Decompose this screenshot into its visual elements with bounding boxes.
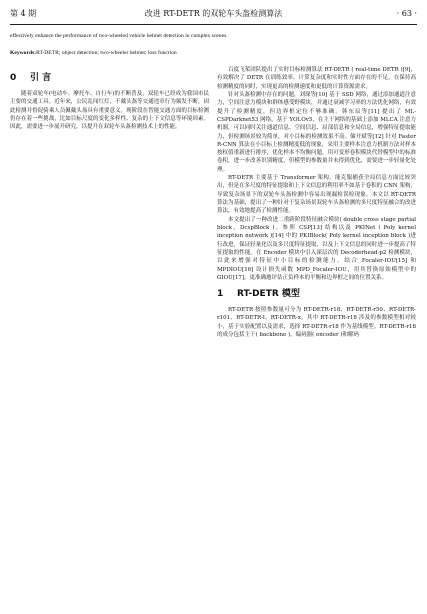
paragraph: 针对头盔检测中存在的问题，刘琛等[10] 基于 SSD 网络，通过添加通道注意力，空间注意力模块和群体感受野模块，并通过衰减学习率的方法优化网络，有效提升了检测精度，但边界框定位不够准确。韩东辰等[11] 提出了 ML-CSPDarknet53 网络，基于 YOLOv5，在主干网络的基础上添加 MLCA 注意力机制，可以同时关注通道信息、空间信息、局部信息和全局信息，增强特征提取能力，但检测场景较为简单，对小目标的检测效果不高。储开斌等[12] 针对 Faster R-CNN 算法在小目标上检测精度低的现象，采用主要样本注意力机制方法对样本按权值重新进行排序，优化样本不均衡问题，用可变形卷积模块代替模型中的标准卷积，进一步改善识别精度，但模型的参数量并未得到优化，需要进一步轻量化处理。 (217, 91, 416, 173)
paragraph: 本文提出了一种改进二重跨阶段特征融合模块( double cross stage partial block，DcspBlock )。参照 CSP[13] 结构以及 PKINet ( Poly kernel inception network )[14] 中的 PKIBlock( Poly kernel inception block )进行改进，保证轻量化以及多尺度特征提取，以及上下文信息的同时进一步提高了特征提取的性能。在 Encoder 模块中引入深层次的 Decoderhead-p2 检测模块，以此来增强对特征中小目标的检测能力。结合 Focaler-IOU[15] 和 MPDIOU[16] 设计损失函数 MPD_Focaler-IOU，用其替换原始模型中的 GIOU[17]。更准确地评估正负样本的平衡和边界框之间的位置关系。 (217, 216, 416, 281)
section-number: 0 (10, 73, 17, 83)
abstract-tail: effectively enhance the performance of two-wheeled vehicle helmet detection in complex scenes. (10, 33, 228, 39)
paragraph: RT-DETR 主要基于 Transformer 架构，能克服捕获全局信息方面比较突出，但是在多尺度的特征提取和上下文信息的利用率不如基于卷积的 CNN 架构，导致复杂场景下的双轮车头盔检测中容易出现漏检误检现象。本文以 RT-DETR 算法为基础，提出了一种针对于复杂场景双轮车头盔检测的多尺度特征融合的改进算法，有效地提高了检测性能。 (217, 175, 416, 215)
issue-number: 第 4 期 (10, 9, 37, 18)
running-header (10, 6, 417, 22)
paragraph: RT-DETR 按照参数量可分为 RT-DETR-r18、RT-DETR-r50、RT-DETR-r101、RT-DETR-l、RT-DETR-x。其中 RT-DETR-r18 涉及的参数模型相对较小，基于实验配置以及需求，选择 RT-DETR-r18 作为基线模型。RT-DETR-r18 的成分包括主干( backbone )，编码器( encoder )和解码 (217, 307, 416, 339)
right-column (217, 66, 416, 608)
paragraph: 百度飞桨团队提出了实时目标检测算法 RT-DETR ( real-time DETR )[9]，有效解决了 DETR 在训练效率、计算复杂度和实时性方面存在的不足，在保持高检测精度的同时，实现更高的检测速度和更低的计算资源需求。 (217, 67, 416, 90)
paragraph: 随着双轮车(电动车、摩托车、自行车)的不断普及，双轮车已经成为我国市民主要的交通工具。近年来，公民乱闯红灯，不戴头盔等交通违章行为频发不断，因此检测并督促骑乘人员佩戴头盔具有重要意义。现阶段在智能交通方面的目标检测仍存在着一些挑战，比如目标尺度的变化多样性、复杂的上下文信息等环境因素。因此，需要进一步展开研究，以提升在双轮车头盔检测技术上的性能。 (10, 91, 209, 131)
left-column (10, 66, 209, 608)
header-rule (10, 24, 417, 25)
running-title: 改进 RT-DETR 的双轮车头盔检测算法 (144, 9, 283, 18)
section-heading-rtdetr (217, 288, 416, 300)
keywords-text: RT-DETR; object detection; two-wheeler helmet; loss function (36, 50, 177, 56)
section-number: 1 (217, 289, 224, 300)
keywords (10, 49, 417, 57)
section-heading-intro (10, 72, 209, 84)
page-number: · 63 · (396, 9, 417, 18)
section-title: RT-DETR 模型 (237, 289, 300, 300)
section-title: 引 言 (30, 73, 52, 83)
keywords-label: Keywords: (10, 50, 37, 56)
